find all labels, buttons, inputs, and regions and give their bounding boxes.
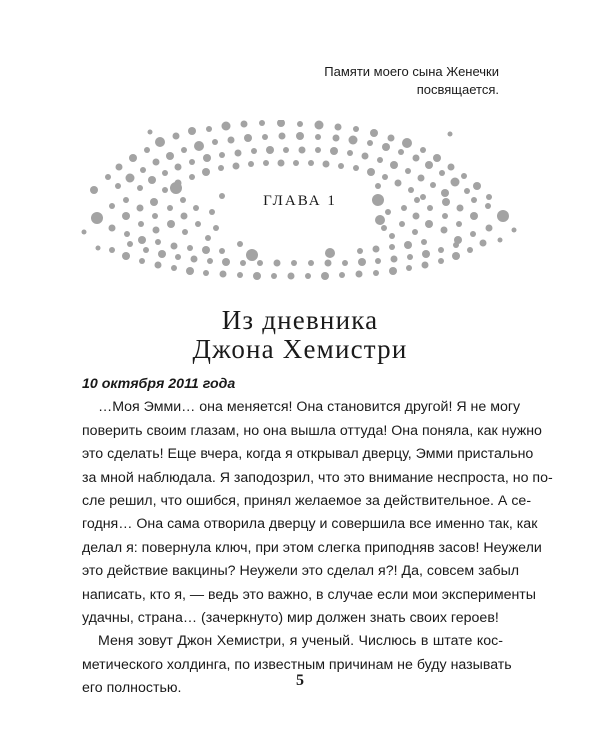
text-line: удачны, страна… (зачеркнуто) мир должен знать своих героев! xyxy=(82,610,499,627)
text-line: поверить своим глазам, но она вышла оттуда! Она поняла, как нужно xyxy=(82,422,542,439)
text-line: написать, кто я, — ведь это важно, в случае если мои эксперименты xyxy=(82,586,537,603)
text-line: за мной наблюдала. Я заподозрил, что это внимание неспроста, но по- xyxy=(82,469,553,486)
text-line: годня… Она сама отворила дверцу и совершила все именно так, как xyxy=(82,516,538,533)
text-line: это действие вакцины? Неужели это сделал я?! Да, совсем забыл xyxy=(82,563,520,580)
chapter-title xyxy=(0,306,600,364)
text-line: делал я: повернула ключ, при этом слегка приподняв засов! Неужели xyxy=(82,539,542,556)
text-line: …Моя Эмми… она меняется! Она становится другой! Я не могу xyxy=(98,399,521,416)
chapter-title-line: Из дневника xyxy=(221,305,379,335)
dedication-line: посвящается. xyxy=(416,82,499,97)
page-number: 5 xyxy=(296,672,304,689)
dedication xyxy=(324,63,499,99)
chapter-title-line: Джона Хемистри xyxy=(192,334,408,364)
text-line: это сделать! Еще вчера, когда я открывал дверцу, Эмми пристально xyxy=(82,446,534,463)
chapter-label: ГЛАВА 1 xyxy=(263,193,337,209)
text-line: его полностью. xyxy=(82,680,182,697)
dedication-line: Памяти моего сына Женечки xyxy=(324,64,499,79)
entry-date: 10 октября 2011 года xyxy=(82,376,236,392)
text-line: Меня зовут Джон Хемистри, я ученый. Числюсь в штате кос- xyxy=(98,633,503,650)
text-line: сле решил, что ошибся, принял желаемое за действительное. А се- xyxy=(82,493,532,510)
diary-entry xyxy=(82,373,553,701)
text-line: метического холдинга, по известным причинам не буду называть xyxy=(82,656,512,673)
